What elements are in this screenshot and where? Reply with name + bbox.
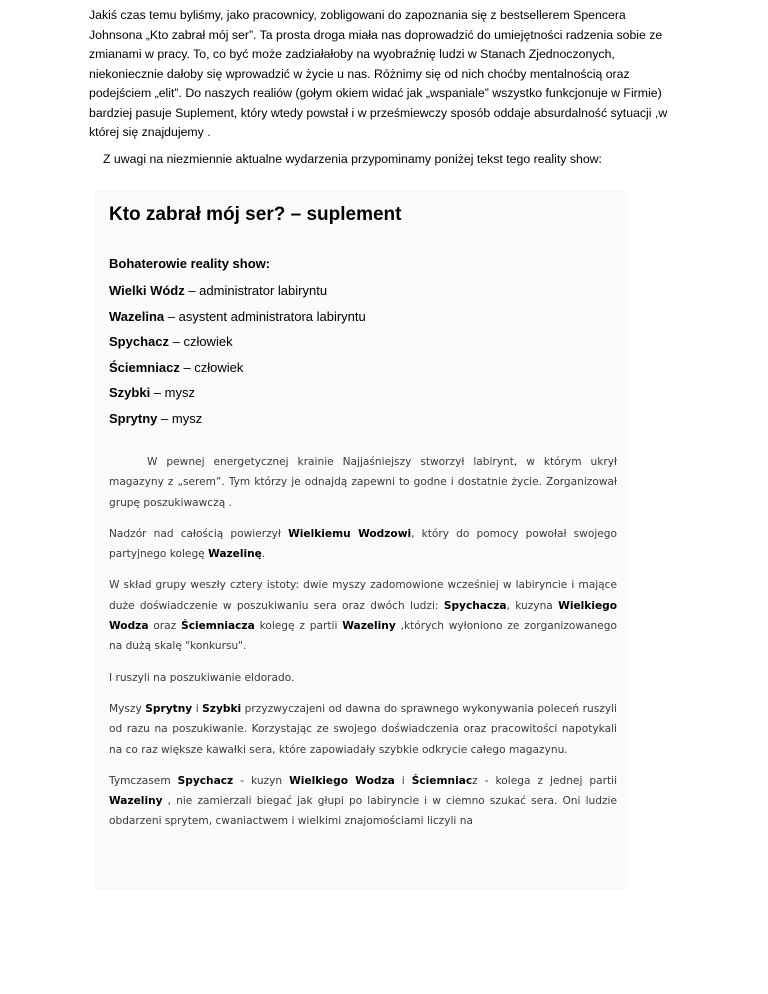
intro-lead: Z uwagi na niezmiennie aktualne wydarzenia przypominamy poniżej tekst tego reality show: [103,151,602,166]
hero-item: Wazelina – asystent administratora labiryntu [109,308,366,324]
hero-item: Szybki – mysz [109,385,195,401]
scanned-document [95,190,628,890]
story-paragraph: W skład grupy weszły cztery istoty: dwie myszy zadomowione wcześniej w labiryncie i mające duże doświadczenie w poszukiwaniu sera oraz dwóch ludzi: Spychacza, kuzyna Wielkiego Wodza oraz Ściemniacza kolegę z partii Wazeliny ,których wyłoniono ze zorganizowanego na dużą skalę "konkursu". [109,579,617,653]
story-paragraph: W pewnej energetycznej krainie Najjaśniejszy stworzył labirynt, w którym ukrył magazyny z „serem”. Tym którzy je odnajdą zapewni to godne i dostatnie życie. Zorganizował grupę poszukiwawczą . [109,455,617,509]
heroes-heading: Bohaterowie reality show: [109,256,271,271]
hero-item: Sprytny – mysz [109,410,203,426]
hero-item: Wielki Wódz – administrator labiryntu [109,283,328,298]
hero-item: Ściemniacz – człowiek [109,359,244,375]
intro-text [89,6,679,169]
story-paragraph: Nadzór nad całością powierzył Wielkiemu Wodzowi, który do pomocy powołał swojego partyjnego kolegę Wazelinę. [109,527,617,561]
document-title: Kto zabrał mój ser? – suplement [109,204,402,225]
story-text [109,452,617,832]
hero-item: Spychacz – człowiek [109,334,233,350]
story-paragraph: I ruszyli na poszukiwanie eldorado. [109,671,295,684]
story-paragraph: Tymczasem Spychacz - kuzyn Wielkiego Wodza i Ściemniacz - kolega z jednej partii Wazeliny , nie zamierzali biegać jak głupi po labiryncie i w ciemno szukać sera. Oni ludzie obdarzeni sprytem, cwaniactwem i wielkimi znajomościami liczyli na [109,774,618,828]
story-paragraph: Myszy Sprytny i Szybki przyzwyczajeni od dawna do sprawnego wykonywania poleceń ruszyli od razu na poszukiwanie. Korzystając ze swojego doświadczenia oraz pracowitości napotykali na co raz większe kawałki sera, które zapowiadały szybkie odkrycie całego magazynu. [109,702,617,756]
intro-paragraph: Jakiś czas temu byliśmy, jako pracownicy, zobligowani do zapoznania się z bestsellerem Spencera Johnsona „Kto zabrał mój ser”. Ta prosta droga miała nas doprowadzić do umiejętności radzenia sobie ze zmianami w pracy. To, co być może zadziałałoby na wyobraźnię ludzi w Stanach Zjednoczonych, niekoniecznie dałoby się wprowadzić w życie u nas. Różnimy się od nich choćby mentalnością oraz podejściem „elit”. Do naszych realiów (gołym okiem widać jak „wspaniale” wszystko funkcjonuje w Firmie) bardziej pasuje Suplement, który wtedy powstał i w prześmiewczy sposób oddaje absurdalność sytuacji ,w której się znajdujemy . [89,8,668,139]
